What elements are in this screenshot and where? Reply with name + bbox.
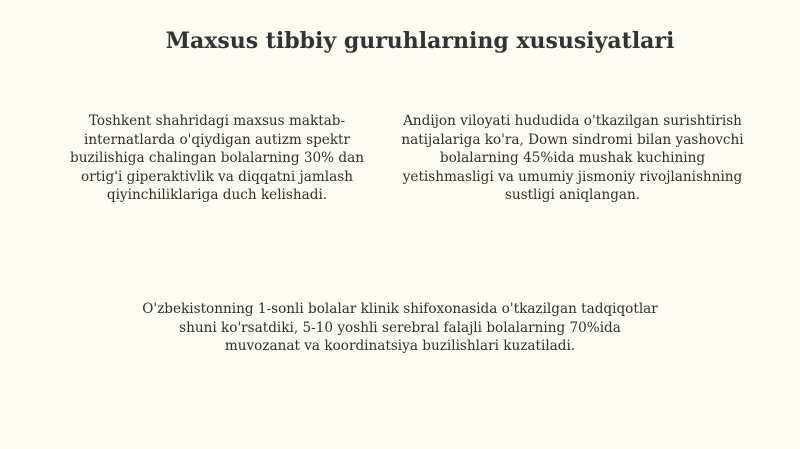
- slide-title: Maxsus tibbiy guruhlarning xususiyatlari: [165, 28, 675, 54]
- paragraph-tashkent: Toshkent shahridagi maxsus maktab-internatlarda o'qiydigan autizm spektr buzilishiga chalingan bolalarning 30% dan ortig'i giperaktivlik va diqqatni jamlash qiyinchiliklariga duch kelishadi.: [70, 113, 364, 203]
- paragraph-andijan: Andijon viloyati hududida o'tkazilgan surishtirish natijalariga ko'ra, Down sindromi bilan yashovchi bolalarning 45%ida mushak kuchining yetishmasligi va umumiy jismoniy rivojlanishning sustligi aniqlangan.: [401, 113, 744, 203]
- paragraph-clinical-hospital: O'zbekistonning 1-sonli bolalar klinik shifoxonasida o'tkazilgan tadqiqotlar shuni ko'rsatdiki, 5-10 yoshli serebral falajli bolalarning 70%ida muvozanat va koordinatsiya buzilishlari kuzatiladi.: [142, 301, 658, 354]
